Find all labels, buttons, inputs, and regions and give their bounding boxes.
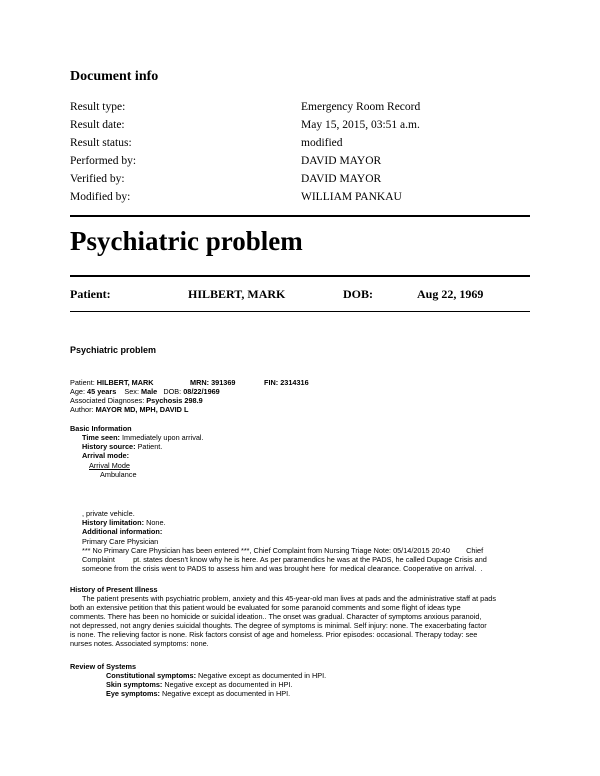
hpi-line: both an extensive petition that this patient would be evaluated for some paranoid comments and some flight of ideas type <box>70 603 461 612</box>
fin-value: 2314316 <box>280 378 309 387</box>
info-value: WILLIAM PANKAU <box>301 191 402 203</box>
primary-care-physician: Primary Care Physician <box>82 537 159 546</box>
info-label: Performed by: <box>70 155 137 167</box>
patient-label: Patient: <box>70 287 111 301</box>
info-row-result-date <box>70 119 540 137</box>
dob-value: 08/22/1969 <box>183 387 220 396</box>
ros-item: Constitutional symptoms: Negative except as documented in HPI. <box>106 671 327 680</box>
info-value: DAVID MAYOR <box>301 155 382 167</box>
mrn-label: MRN: <box>190 378 210 387</box>
hpi-line: not depressed, not angry denies suicidal thoughts. The degree of symptoms is minimal. Self injury: none. The exacerbating factor <box>70 621 487 630</box>
arrival-mode: Arrival mode: <box>82 451 130 460</box>
info-value: May 15, 2015, 03:51 a.m. <box>301 119 420 131</box>
info-label: Result date: <box>70 119 125 131</box>
report-author-line <box>70 406 188 415</box>
ros-item: Eye symptoms: Negative except as documented in HPI. <box>106 689 291 698</box>
info-row-verified-by <box>70 173 540 191</box>
page-title: Psychiatric problem <box>70 226 303 256</box>
ros-item: Skin symptoms: Negative except as documented in HPI. <box>106 680 293 689</box>
patient-name: HILBERT, MARK <box>188 287 286 301</box>
hpi-heading: History of Present Illness <box>70 585 158 594</box>
time-seen: Time seen: Immediately upon arrival. <box>82 433 204 442</box>
divider <box>70 275 530 277</box>
history-limitation: History limitation: None. <box>82 518 166 527</box>
age-value: 45 years <box>87 387 117 396</box>
fin-label: FIN: <box>264 378 279 387</box>
diagnoses-value: Psychosis 298.9 <box>146 396 203 405</box>
dob-value: Aug 22, 1969 <box>417 287 484 301</box>
ros-heading: Review of Systems <box>70 662 137 671</box>
sex-label: Sex: <box>124 387 139 396</box>
dob-label: DOB: <box>163 387 182 396</box>
report-fin <box>264 379 309 388</box>
diagnoses-label: Associated Diagnoses: <box>70 396 145 405</box>
info-value: modified <box>301 137 343 149</box>
patient-name: HILBERT, MARK <box>96 378 154 387</box>
info-label: Modified by: <box>70 191 131 203</box>
info-row-result-status <box>70 137 540 155</box>
note-line: *** No Primary Care Physician has been entered ***, Chief Complaint from Nursing Triage Note: 05/14/2015 20:40 Chief <box>82 546 484 555</box>
label: Patient: <box>70 378 95 387</box>
info-row-performed-by <box>70 155 540 173</box>
arrival-mode-link[interactable]: Arrival Mode <box>89 461 130 470</box>
hpi-line: nurses notes. Associated symptoms: none. <box>70 639 209 648</box>
divider <box>70 215 530 217</box>
section-title: Psychiatric problem <box>70 345 157 355</box>
note-line: Complaint pt. states doesn't know why he is here. As per paramendics he was at the PADS, he called Dupage Crisis and <box>82 555 487 564</box>
document-info-heading: Document info <box>70 69 159 84</box>
author-value: MAYOR MD, MPH, DAVID L <box>95 405 189 414</box>
divider <box>70 311 530 312</box>
info-row-modified-by <box>70 191 540 209</box>
info-label: Result status: <box>70 137 132 149</box>
info-row-result-type <box>70 101 540 119</box>
mrn-value: 391369 <box>211 378 236 387</box>
age-label: Age: <box>70 387 86 396</box>
basic-info-heading: Basic Information <box>70 424 132 433</box>
hpi-line: comments. There has been no homicide or suicidal ideation.. The onset was gradual. Character of symptoms anxious paranoid, <box>70 612 482 621</box>
additional-information: Additional information: <box>82 527 163 536</box>
hpi-line: The patient presents with psychiatric problem, anxiety and this 45-year-old man lives at pads and the administrative staff at pads <box>82 594 496 603</box>
note-line: someone from the crisis went to PADS to assess him and was brought here for medical clearance. Cooperative on arrival. . <box>82 564 483 573</box>
arrival-mode-value: Ambulance <box>100 470 137 479</box>
private-vehicle: , private vehicle. <box>82 509 135 518</box>
info-value: Emergency Room Record <box>301 101 421 113</box>
author-label: Author: <box>70 405 94 414</box>
info-value: DAVID MAYOR <box>301 173 382 185</box>
dob-label: DOB: <box>343 287 373 301</box>
hpi-line: is none. The relieving factor is none. Risk factors consist of age and homeless. Prior episodes: occasional. Therapy today: see <box>70 630 478 639</box>
sex-value: Male <box>141 387 158 396</box>
history-source: History source: Patient. <box>82 442 163 451</box>
info-label: Verified by: <box>70 173 125 185</box>
info-label: Result type: <box>70 101 126 113</box>
